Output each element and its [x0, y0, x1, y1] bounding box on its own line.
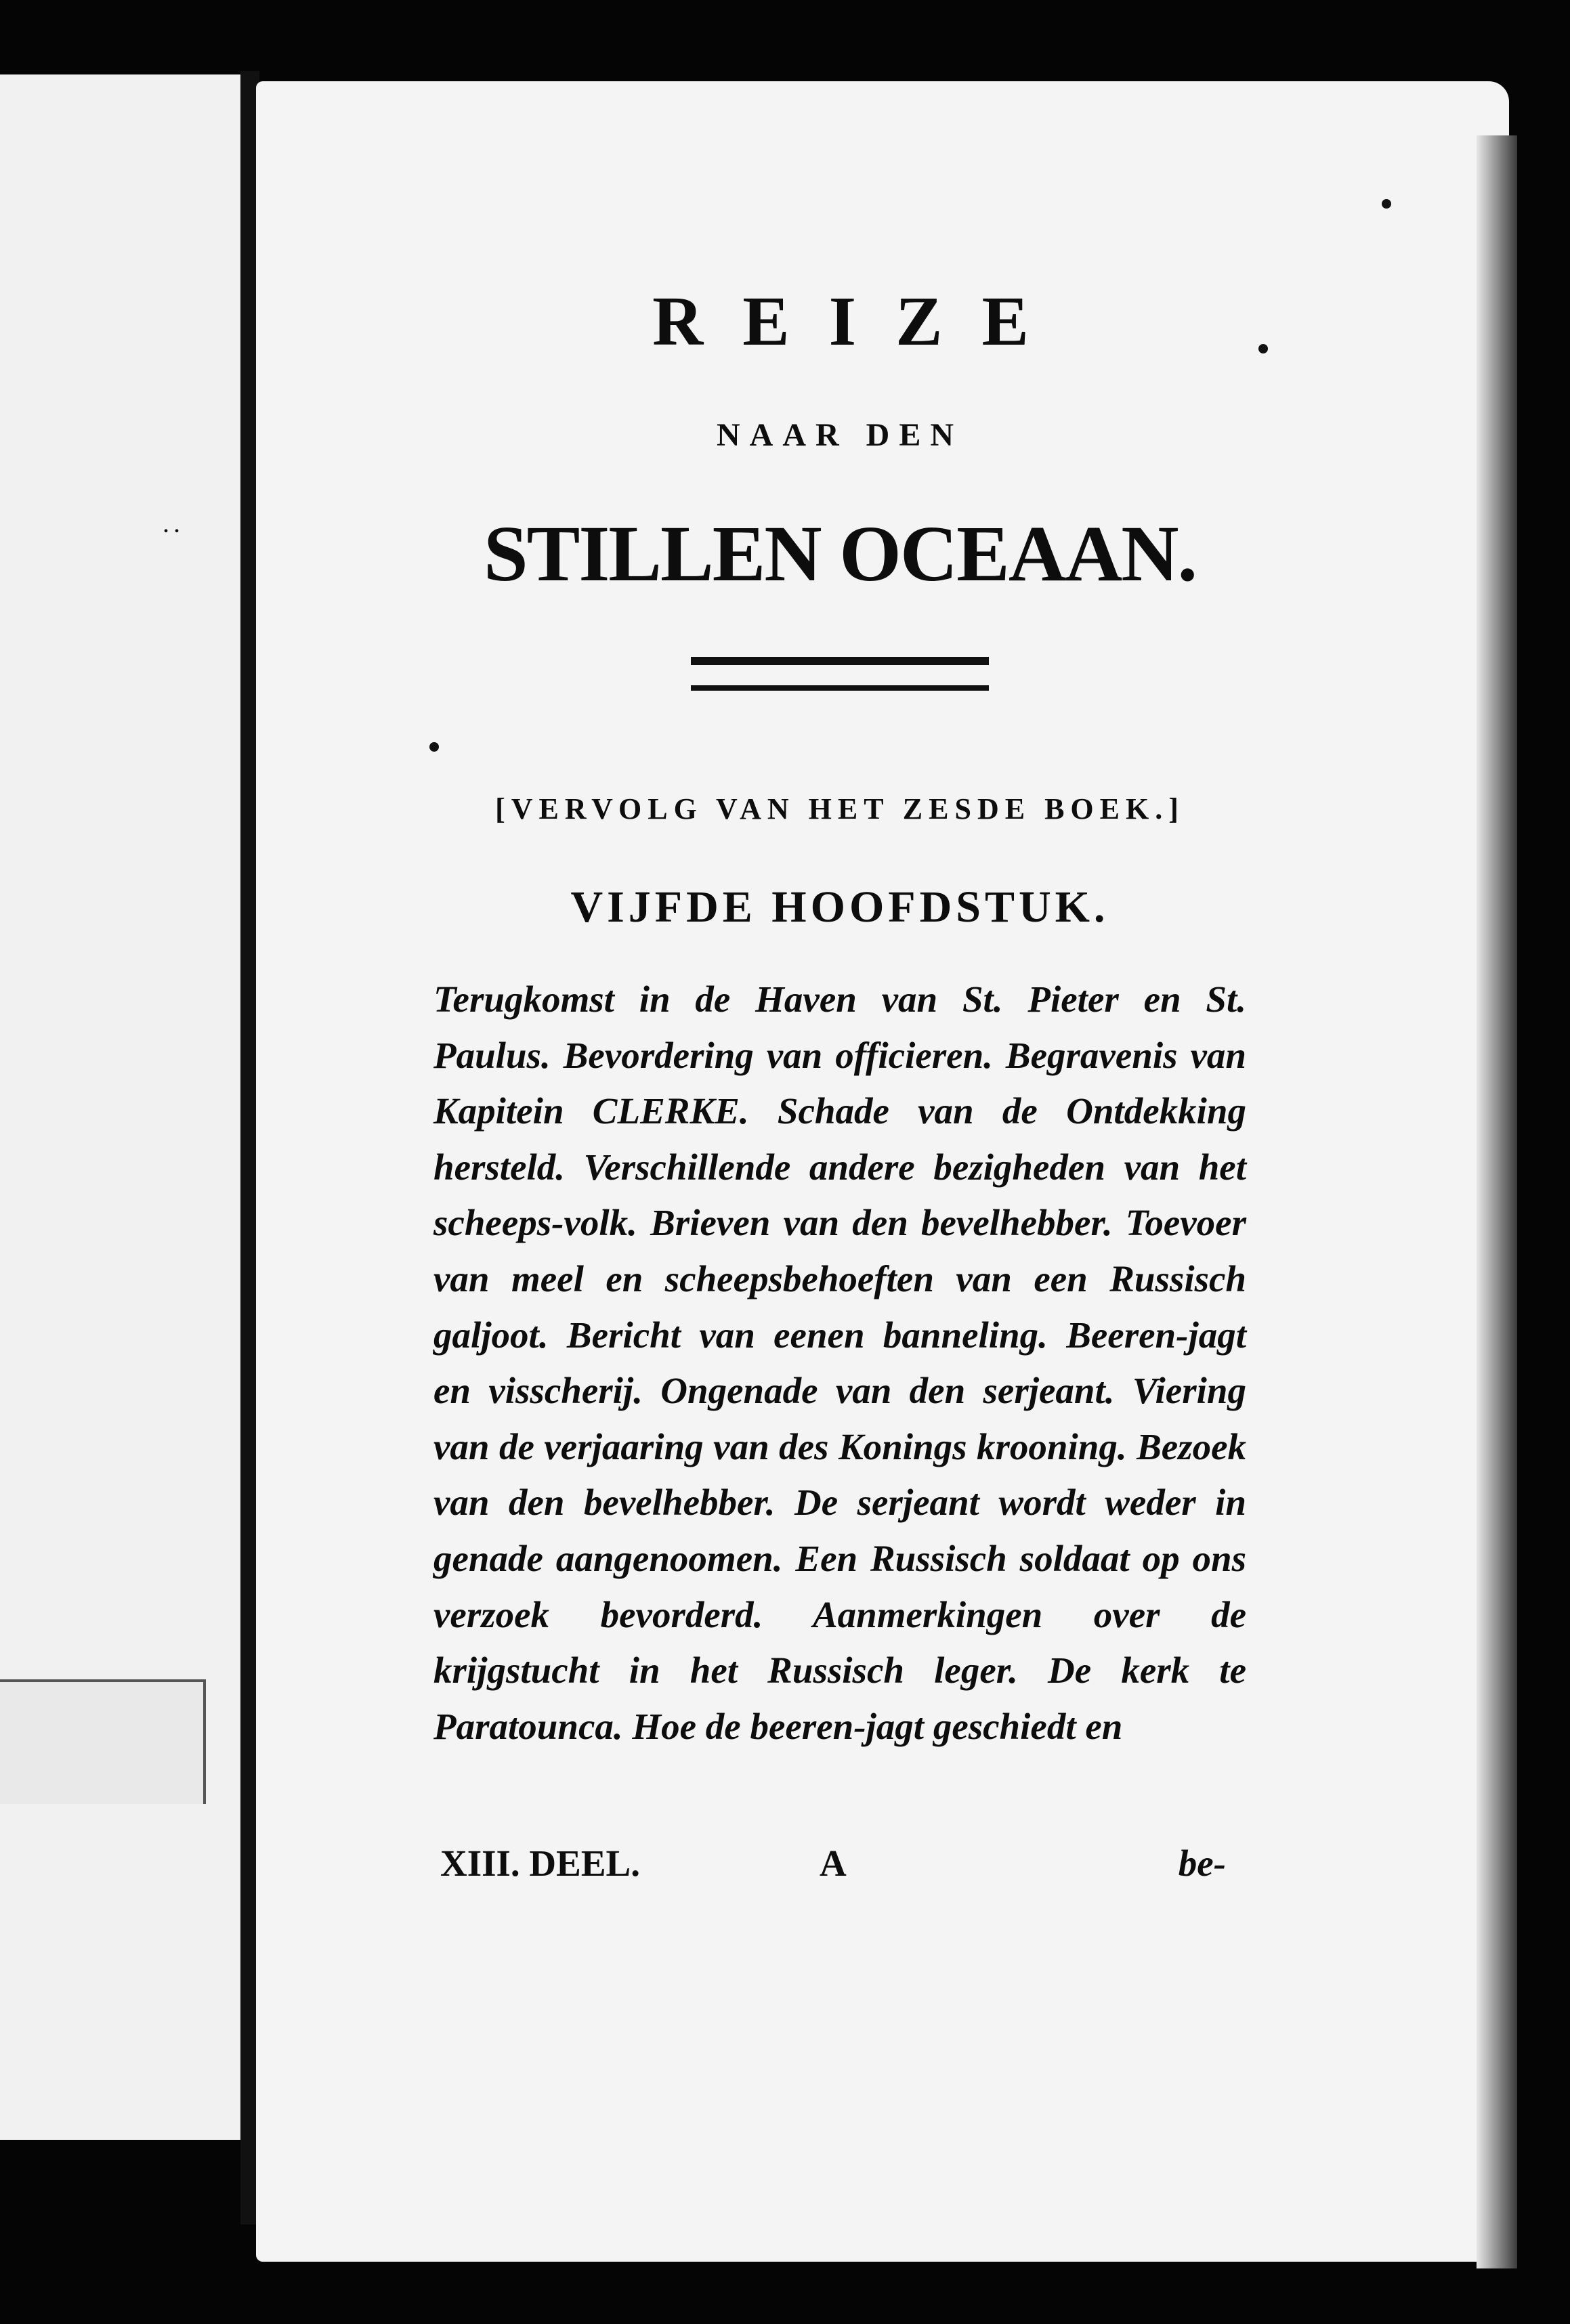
left-page — [0, 74, 249, 2140]
ink-speck — [1258, 344, 1268, 353]
volume-mark: XIII. DEEL. — [440, 1843, 640, 1884]
ink-speck — [1382, 199, 1391, 209]
book-title: REIZE — [652, 282, 1068, 360]
signature-mark: A — [820, 1843, 847, 1884]
continuation-note: [VERVOLG VAN HET ZESDE BOEK.] — [495, 792, 1185, 825]
left-page-specks: ∙∙ — [163, 515, 184, 546]
book-subtitle: NAAR DEN — [717, 417, 963, 453]
left-page-flap — [0, 1679, 206, 1804]
chapter-heading: VIJFDE HOOFDSTUK. — [570, 882, 1109, 932]
chapter-summary: Terugkomst in de Haven van St. Pieter en St. Paulus. Bevordering van officieren. Begravenis van Kapitein CLERKE. Schade van de Ontdekking hersteld. Verschillende andere bezigheden van het scheeps-volk. Brieven van den bevelhebber. Toevoer van meel en scheepsbehoeften van een Russisch galjoot. Bericht van eenen banneling. Beeren-jagt en visscherij. Ongenade van den serjeant. Viering van de verjaaring van des Konings krooning. Bezoek van den bevelhebber. De serjeant wordt weder in genade aangenoomen. Een Russisch soldaat op ons verzoek bevorderd. Aanmerkingen over de krijgstucht in het Russisch leger. De kerk te Paratounca. Hoe de beeren-jagt geschiedt en — [433, 978, 1246, 1747]
page-footer — [440, 1842, 1226, 1896]
book-main-title: STILLEN OCEAAN. — [484, 509, 1196, 598]
page-edge-shadow — [1477, 135, 1517, 2268]
title-rule — [691, 657, 989, 691]
catchword: be- — [1178, 1843, 1226, 1884]
page-content — [433, 271, 1246, 1755]
